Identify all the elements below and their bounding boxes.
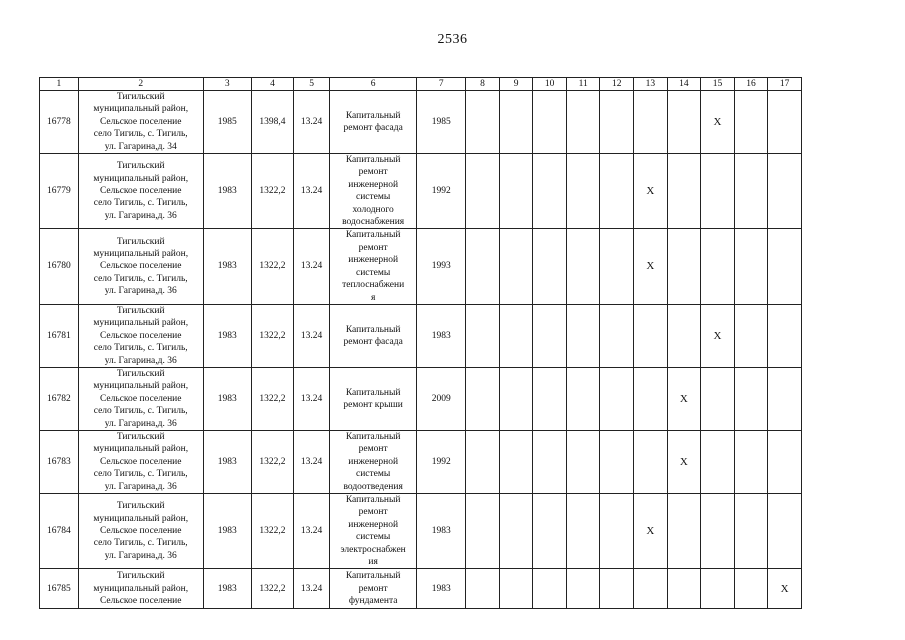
work-type-cell: Капитальный ремонт инженерной системы электроснабжен ия [329,494,416,569]
empty-cell [566,304,600,367]
empty-cell [701,494,735,569]
x-mark: X [634,154,668,229]
empty-cell [533,569,567,609]
empty-cell [533,154,567,229]
empty-cell [667,91,701,154]
empty-cell [499,91,533,154]
page-number: 2536 [437,32,468,47]
year-built-cell: 1983 [203,494,251,569]
empty-cell [667,494,701,569]
code-cell: 13.24 [294,430,330,493]
empty-cell [566,367,600,430]
empty-cell [533,367,567,430]
area-cell: 1322,2 [251,367,294,430]
empty-cell [566,430,600,493]
column-header: 12 [600,78,634,91]
work-type-cell: Капитальный ремонт инженерной системы водоотведения [329,430,416,493]
empty-cell [734,229,768,304]
year-built-cell: 1983 [203,229,251,304]
empty-cell [499,367,533,430]
empty-cell [466,229,500,304]
empty-cell [667,304,701,367]
empty-cell [499,430,533,493]
year-cell: 1992 [417,430,466,493]
table-row [40,304,802,367]
area-cell: 1322,2 [251,304,294,367]
empty-cell [734,367,768,430]
code-cell: 13.24 [294,367,330,430]
empty-cell [600,91,634,154]
work-type-cell: Капитальный ремонт инженерной системы холодного водоснабжения [329,154,416,229]
area-cell: 1398,4 [251,91,294,154]
empty-cell [600,569,634,609]
work-type-cell: Капитальный ремонт фундамента [329,569,416,609]
empty-cell [600,304,634,367]
x-mark: X [701,304,735,367]
empty-cell [566,154,600,229]
empty-cell [600,494,634,569]
empty-cell [566,229,600,304]
column-header: 2 [78,78,203,91]
x-mark: X [701,91,735,154]
column-header: 7 [417,78,466,91]
empty-cell [667,229,701,304]
empty-cell [768,229,802,304]
empty-cell [566,569,600,609]
area-cell: 1322,2 [251,430,294,493]
row-id: 16782 [40,367,79,430]
empty-cell [734,154,768,229]
column-header: 9 [499,78,533,91]
year-cell: 1983 [417,569,466,609]
year-cell: 1993 [417,229,466,304]
year-cell: 1983 [417,494,466,569]
x-mark: X [667,430,701,493]
empty-cell [466,154,500,229]
empty-cell [600,154,634,229]
column-header: 8 [466,78,500,91]
empty-cell [533,229,567,304]
year-built-cell: 1983 [203,569,251,609]
table-row [40,91,802,154]
empty-cell [701,154,735,229]
empty-cell [667,569,701,609]
year-built-cell: 1983 [203,304,251,367]
x-mark: X [634,494,668,569]
empty-cell [466,91,500,154]
register-table [39,77,802,609]
column-header: 4 [251,78,294,91]
table-row [40,229,802,304]
empty-cell [768,430,802,493]
table-row [40,154,802,229]
area-cell: 1322,2 [251,494,294,569]
code-cell: 13.24 [294,494,330,569]
empty-cell [701,430,735,493]
year-built-cell: 1985 [203,91,251,154]
empty-cell [499,304,533,367]
address-cell: Тигильский муниципальный район, Сельское поселение село Тигиль, с. Тигиль, ул. Гагарина,д. 36 [78,229,203,304]
empty-cell [734,304,768,367]
year-built-cell: 1983 [203,154,251,229]
work-type-cell: Капитальный ремонт инженерной системы теплоснабжени я [329,229,416,304]
x-mark: X [768,569,802,609]
empty-cell [701,569,735,609]
code-cell: 13.24 [294,154,330,229]
row-id: 16780 [40,229,79,304]
empty-cell [634,430,668,493]
x-mark: X [667,367,701,430]
row-id: 16784 [40,494,79,569]
empty-cell [600,430,634,493]
row-id: 16785 [40,569,79,609]
column-header: 3 [203,78,251,91]
empty-cell [768,304,802,367]
row-id: 16781 [40,304,79,367]
empty-cell [466,569,500,609]
empty-cell [466,304,500,367]
empty-cell [533,304,567,367]
address-cell: Тигильский муниципальный район, Сельское поселение село Тигиль, с. Тигиль, ул. Гагарина,д. 36 [78,367,203,430]
empty-cell [499,569,533,609]
x-mark: X [634,229,668,304]
address-cell: Тигильский муниципальный район, Сельское поселение село Тигиль, с. Тигиль, ул. Гагарина,д. 34 [78,91,203,154]
column-header: 17 [768,78,802,91]
address-cell: Тигильский муниципальный район, Сельское поселение [78,569,203,609]
row-id: 16779 [40,154,79,229]
empty-cell [634,569,668,609]
column-header: 14 [667,78,701,91]
empty-cell [566,91,600,154]
empty-cell [499,154,533,229]
empty-cell [734,569,768,609]
empty-cell [667,154,701,229]
address-cell: Тигильский муниципальный район, Сельское поселение село Тигиль, с. Тигиль, ул. Гагарина,д. 36 [78,494,203,569]
code-cell: 13.24 [294,91,330,154]
year-cell: 1985 [417,91,466,154]
empty-cell [634,367,668,430]
empty-cell [701,367,735,430]
column-header: 6 [329,78,416,91]
column-number-row [40,78,802,91]
year-cell: 1983 [417,304,466,367]
work-type-cell: Капитальный ремонт крыши [329,367,416,430]
area-cell: 1322,2 [251,229,294,304]
column-header: 10 [533,78,567,91]
column-header: 5 [294,78,330,91]
code-cell: 13.24 [294,304,330,367]
empty-cell [734,91,768,154]
year-cell: 1992 [417,154,466,229]
empty-cell [634,91,668,154]
empty-cell [466,367,500,430]
address-cell: Тигильский муниципальный район, Сельское поселение село Тигиль, с. Тигиль, ул. Гагарина,д. 36 [78,430,203,493]
address-cell: Тигильский муниципальный район, Сельское поселение село Тигиль, с. Тигиль, ул. Гагарина,д. 36 [78,304,203,367]
empty-cell [701,229,735,304]
empty-cell [634,304,668,367]
code-cell: 13.24 [294,229,330,304]
work-type-cell: Капитальный ремонт фасада [329,91,416,154]
empty-cell [734,494,768,569]
column-header: 1 [40,78,79,91]
year-built-cell: 1983 [203,367,251,430]
year-built-cell: 1983 [203,430,251,493]
empty-cell [499,229,533,304]
column-header: 11 [566,78,600,91]
address-cell: Тигильский муниципальный район, Сельское поселение село Тигиль, с. Тигиль, ул. Гагарина,д. 36 [78,154,203,229]
year-cell: 2009 [417,367,466,430]
empty-cell [466,430,500,493]
row-id: 16778 [40,91,79,154]
empty-cell [566,494,600,569]
table-row [40,367,802,430]
empty-cell [600,367,634,430]
column-header: 13 [634,78,668,91]
empty-cell [533,91,567,154]
empty-cell [499,494,533,569]
code-cell: 13.24 [294,569,330,609]
table-row [40,494,802,569]
register-body [40,91,802,609]
empty-cell [734,430,768,493]
empty-cell [768,494,802,569]
area-cell: 1322,2 [251,569,294,609]
row-id: 16783 [40,430,79,493]
empty-cell [466,494,500,569]
table-row [40,430,802,493]
empty-cell [768,91,802,154]
column-header: 15 [701,78,735,91]
empty-cell [768,367,802,430]
table-row [40,569,802,609]
area-cell: 1322,2 [251,154,294,229]
empty-cell [768,154,802,229]
empty-cell [533,430,567,493]
empty-cell [600,229,634,304]
column-header: 16 [734,78,768,91]
empty-cell [533,494,567,569]
work-type-cell: Капитальный ремонт фасада [329,304,416,367]
